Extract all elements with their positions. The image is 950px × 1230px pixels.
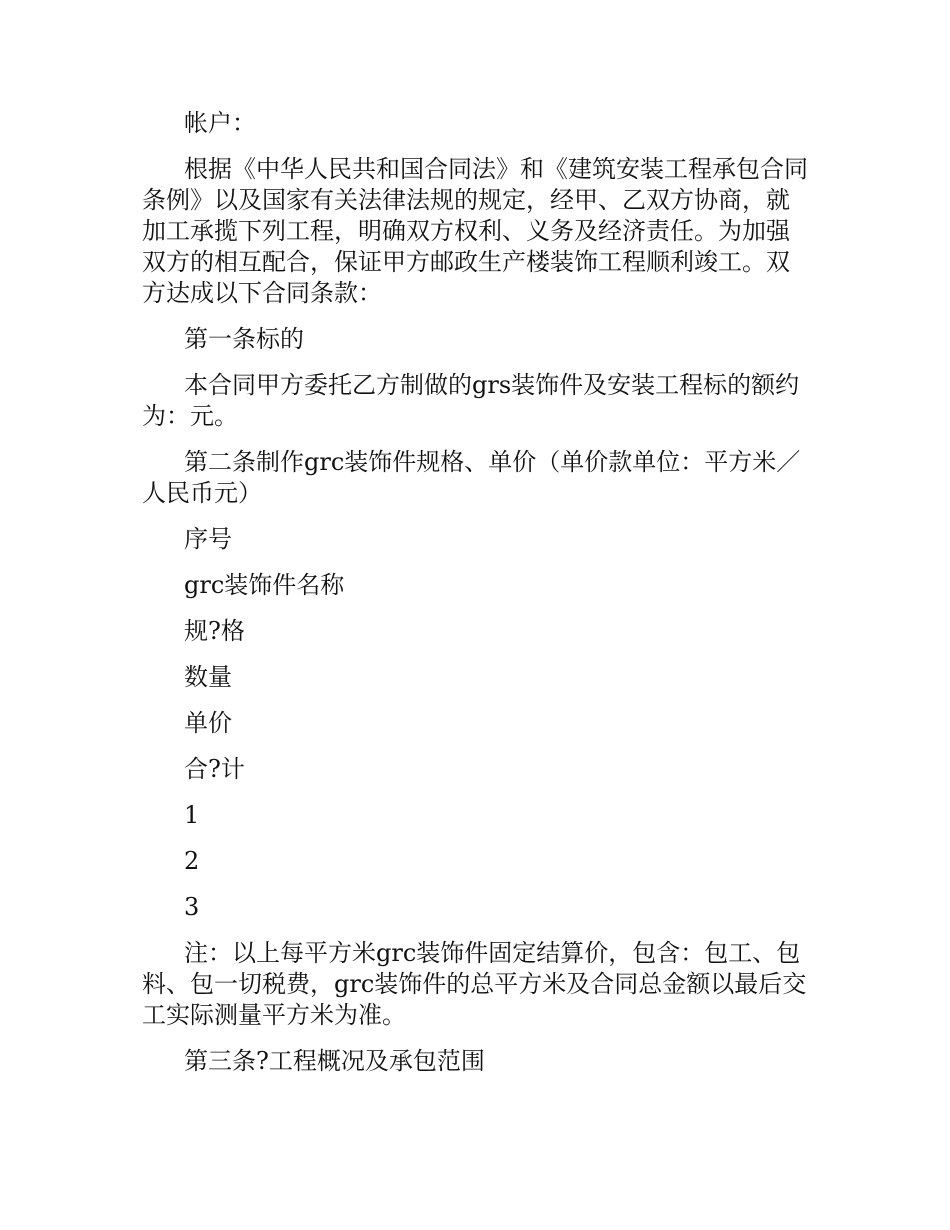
article-1-heading: 第一条标的 <box>184 325 304 353</box>
table-header-name: grc装饰件名称 <box>184 571 345 599</box>
table-row-number: 3 <box>184 893 200 921</box>
table-header-serial: 序号 <box>184 525 232 553</box>
preamble-paragraph: 根据《中华人民共和国合同法》和《建筑安装工程承包合同条例》以及国家有关法律法规的规定，经甲、乙双方协商，就加工承揽下列工程，明确双方权利、义务及经济责任。为加强双方的相互配合，保证甲方邮政生产楼装饰工程顺利竣工。双方达成以下合同条款： <box>142 155 808 307</box>
table-header-unit-price: 单价 <box>184 709 232 737</box>
table-header-quantity: 数量 <box>184 663 232 691</box>
document-body <box>142 108 810 1092</box>
table-row-number: 1 <box>184 801 200 829</box>
account-line: 帐户： <box>184 109 256 137</box>
pricing-note: 注：以上每平方米grc装饰件固定结算价，包含：包工、包料、包一切税费，grc装饰件的总平方米及合同总金额以最后交工实际测量平方米为准。 <box>142 939 807 1029</box>
table-header-spec: 规?格 <box>184 617 245 645</box>
table-row-number: 2 <box>184 847 200 875</box>
article-3-heading: 第三条?工程概况及承包范围 <box>184 1047 485 1075</box>
article-2-heading: 第二条制作grc装饰件规格、单价（单价款单位：平方米／人民币元） <box>142 448 801 507</box>
table-header-total: 合?计 <box>184 755 245 783</box>
article-1-text: 本合同甲方委托乙方制做的grs装饰件及安装工程标的额约为：元。 <box>142 371 800 430</box>
